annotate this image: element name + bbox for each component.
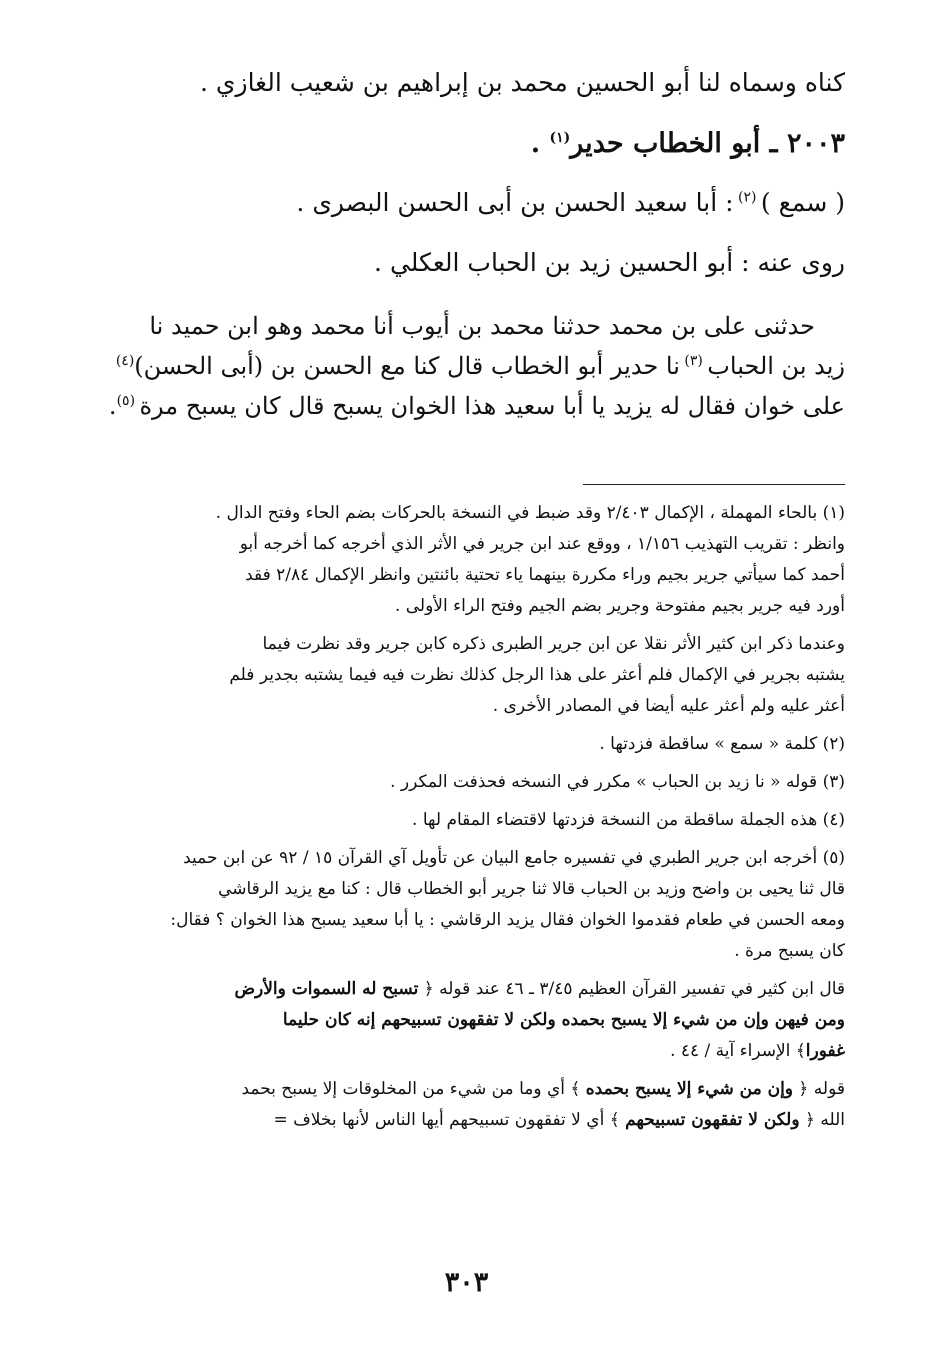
footnote-1-line-5: وعندما ذكر ابن كثير الأثر نقلا عن ابن جرير الطبرى ذكره كابن جرير وقد نظرت فيما	[262, 634, 845, 654]
hadith-line-1: حدثنى على بن محمد حدثنا محمد بن أيوب أنا محمد وهو ابن حميد نا	[149, 312, 815, 340]
hadith-paragraph	[93, 306, 845, 426]
footnote-5-line-7	[100, 1036, 845, 1067]
footnote-5-line-9-a: الله ﴿	[799, 1110, 845, 1130]
intro-line: كناه وسماه لنا أبو الحسين محمد بن إبراهيم بن شعيب الغازي .	[200, 68, 845, 97]
footnote-1	[100, 498, 845, 622]
footnote-1-line-1: (١) بالحاء المهملة ، الإكمال ٢/٤٠٣ وقد ضبط في النسخة بالحركات بضم الحاء وفتح الدال .	[215, 503, 845, 523]
footnote-5-line-8-a: قوله ﴿	[793, 1079, 845, 1099]
footnote-5-line-8-c: ﴾ أي وما من شيء من المخلوقات إلا يسبح بحمد	[241, 1079, 586, 1099]
heard-text: : أبا سعيد الحسن بن أبى الحسن البصرى .	[296, 188, 734, 217]
heard-prefix: ( سمع )	[760, 188, 845, 217]
footnote-5-line-9	[100, 1105, 845, 1136]
hadith-line-3-end: .	[108, 392, 117, 420]
footnote-4-text: (٤) هذه الجملة ساقطة من النسخة فزدتها لاقتضاء المقام لها .	[412, 810, 845, 830]
footnote-ref-5[interactable]: (٥)	[116, 393, 140, 409]
quran-verse-part-3: غفورا	[805, 1041, 845, 1061]
footnote-5-commentary	[100, 1074, 845, 1136]
footnote-ref-1[interactable]: (١)	[549, 130, 571, 146]
footnote-5-line-4: كان يسبح مرة .	[734, 941, 845, 961]
footnote-3	[100, 767, 845, 798]
footnote-separator	[583, 484, 845, 485]
hadith-line-2-b: نا حدير أبو الخطاب قال كنا مع الحسن بن (أبى الحسن)	[134, 352, 680, 380]
main-text	[93, 68, 845, 426]
footnote-ref-2[interactable]: (٢)	[733, 189, 761, 206]
footnote-5-line-5-a: قال ابن كثير في تفسير القرآن العظيم ٣/٤٥ ـ ٤٦ عند قوله ﴿	[418, 979, 845, 999]
footnote-1-line-3: أحمد كما سيأتي جرير بجيم وراء مكررة بينهما ياء تحتية بائنتين وانظر الإكمال ٢/٨٤ فقد	[245, 565, 845, 585]
page-number: ٣٠٣	[444, 1267, 489, 1298]
footnote-5-line-1: (٥) أخرجه ابن جرير الطبري في تفسيره جامع البيان عن تأويل آي القرآن ١٥ / ٩٢ عن ابن حميد	[183, 848, 845, 868]
footnote-2	[100, 729, 845, 760]
footnote-1-line-2: وانظر : تقريب التهذيب ١/١٥٦ ، ووقع عند ابن جرير في الأثر الذي أخرجه كما أخرجه أبو	[239, 534, 845, 554]
hadith-line-2-a: زيد بن الحباب	[707, 352, 845, 380]
footnote-5	[100, 843, 845, 967]
footnote-ref-4[interactable]: (٤)	[115, 353, 135, 369]
quran-verse-part-2: ومن فيهن وإن من شيء إلا يسبح بحمده ولكن لا تفقهون تسبيحهم إنه كان حليما	[282, 1010, 845, 1030]
verse-reference: ﴾ الإسراء آية / ٤٤ .	[670, 1041, 806, 1061]
quran-quote-1: وإن من شيء إلا يسبح بحمده	[585, 1079, 794, 1099]
heard-from-line	[93, 188, 845, 218]
footnote-1-continued	[100, 629, 845, 722]
entry-heading	[93, 128, 845, 160]
footnote-1-line-7: أعثر عليه ولم أعثر عليه أيضا في المصادر الأخرى .	[492, 696, 845, 716]
footnote-5-ibn-kathir	[100, 974, 845, 1067]
quran-quote-2: ولكن لا تفقهون تسبيحهم	[625, 1110, 800, 1130]
hadith-line-3	[93, 386, 845, 426]
entry-heading-end: .	[530, 128, 550, 159]
footnote-1-line-6: يشتبه بجرير في الإكمال فلم أعثر على هذا الرجل كذلك نظرت فيه فيما يشتبه بجدير فلم	[229, 665, 845, 685]
footnotes	[100, 498, 845, 1143]
footnote-ref-3[interactable]: (٣)	[679, 353, 708, 369]
quran-verse-part-1: تسبح له السموات والأرض	[234, 979, 419, 999]
footnote-5-line-3: ومعه الحسن في طعام فقدموا الخوان فقال يزيد الرقاشي : يا أبا سعيد يسبح هذا الخوان ؟ فقال:	[170, 910, 845, 930]
footnote-5-line-8	[100, 1074, 845, 1105]
footnote-5-line-2: قال ثنا يحيى بن واضح وزيد بن الحباب قالا ثنا جرير أبو الخطاب قال : كنا مع يزيد الرقاشي	[218, 879, 845, 899]
narrated-by-line: روى عنه : أبو الحسين زيد بن الحباب العكلي .	[374, 248, 845, 277]
footnote-1-line-4: أورد فيه جرير بجيم مفتوحة وجرير بضم الجيم وفتح الراء الأولى .	[394, 596, 845, 616]
footnote-4	[100, 805, 845, 836]
entry-heading-text: ٢٠٠٣ ـ أبو الخطاب حدير	[570, 128, 845, 159]
footnote-2-text: (٢) كلمة « سمع » ساقطة فزدتها .	[599, 734, 845, 754]
footnote-5-line-9-c: ﴾ أي لا تفقهون تسبيحهم أيها الناس لأنها بخلاف =	[273, 1110, 626, 1130]
hadith-line-2	[93, 346, 845, 386]
footnote-5-line-5	[100, 974, 845, 1005]
hadith-line-3-text: على خوان فقال له يزيد يا أبا سعيد هذا الخوان يسبح قال كان يسبح مرة	[139, 392, 845, 420]
footnote-3-text: (٣) قوله « نا زيد بن الحباب » مكرر في النسخه فحذفت المكرر .	[390, 772, 845, 792]
